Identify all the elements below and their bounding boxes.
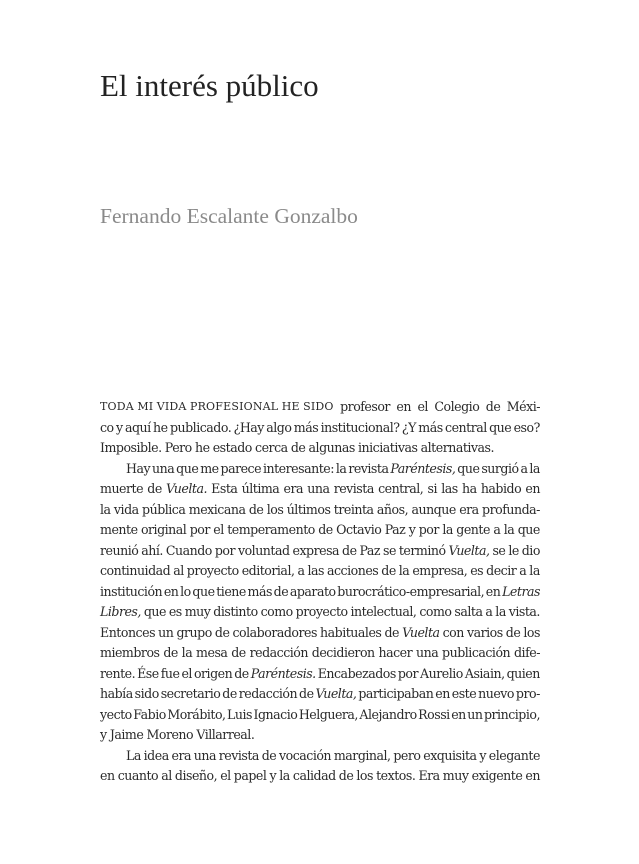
word: Paz: [359, 542, 381, 558]
word: intelectual,: [350, 604, 417, 619]
word: he: [153, 419, 168, 435]
word: voluntad: [237, 542, 290, 558]
word: aunque: [411, 501, 456, 517]
word: gente: [456, 522, 490, 537]
word: le: [508, 542, 519, 558]
word: Pero: [164, 440, 192, 455]
word: Rossi: [418, 706, 450, 722]
word: mesa: [196, 645, 228, 660]
word: papel: [233, 768, 267, 783]
word: por: [189, 522, 210, 537]
word: Moreno: [146, 727, 194, 742]
word: Cuando: [165, 542, 212, 558]
text-line: [100, 623, 540, 644]
word: Villarreal.: [196, 727, 255, 742]
word: más: [293, 419, 319, 435]
word: la: [503, 522, 515, 537]
word: en: [163, 583, 179, 599]
word: el: [417, 399, 428, 414]
word: era: [283, 481, 304, 496]
word: vocación: [279, 747, 332, 763]
word: exquisita: [423, 747, 477, 763]
word: los: [356, 768, 373, 783]
word: como: [419, 604, 452, 619]
word: aparato: [289, 583, 336, 599]
word: el: [213, 522, 224, 537]
word: una: [415, 645, 439, 660]
word: un: [158, 624, 174, 640]
text-line: [100, 418, 540, 439]
word: de: [147, 481, 162, 496]
word: distinto: [213, 604, 258, 619]
word: nuevo: [478, 686, 514, 701]
word: fue: [160, 665, 180, 681]
word: la: [442, 522, 453, 537]
author-name: Fernando Escalante Gonzalbo: [100, 204, 358, 228]
word: una: [152, 460, 175, 476]
word: La: [126, 747, 141, 763]
word: muy: [442, 768, 469, 783]
word: Colegio: [434, 399, 480, 414]
text-line: [100, 459, 540, 480]
word: era: [459, 501, 479, 517]
word: de: [261, 747, 277, 763]
word: en: [435, 686, 450, 701]
text-line: [100, 643, 540, 664]
word: expresa: [292, 542, 340, 558]
word: de: [214, 624, 230, 640]
text-line: [100, 766, 540, 787]
word: tiene: [216, 583, 246, 599]
word: en: [451, 706, 466, 722]
word: y: [100, 727, 107, 742]
word: acciones: [327, 563, 379, 578]
word: lo: [180, 583, 191, 599]
word: co: [100, 419, 114, 435]
word: proyecto: [295, 604, 348, 619]
word: publicación: [442, 645, 511, 660]
word: Esta: [211, 481, 238, 496]
word: pro-: [515, 686, 540, 701]
word: ahí.: [141, 542, 163, 558]
word: proyecto: [186, 563, 239, 578]
word: dife-: [514, 645, 540, 660]
word: interesante:: [262, 460, 334, 476]
word: quien: [506, 665, 540, 681]
word: algo: [266, 419, 292, 435]
word: la: [529, 460, 540, 476]
word: editorial,: [241, 563, 295, 578]
word: diseño,: [174, 768, 218, 783]
text-line: [100, 520, 540, 541]
word: en: [525, 481, 540, 496]
word: Ignacio: [253, 706, 298, 722]
word: Encabezados: [317, 665, 396, 681]
word: mexicana: [188, 501, 246, 517]
word: que: [143, 604, 166, 619]
word: a: [493, 522, 501, 537]
word: Asiain,: [464, 665, 505, 681]
word: marginal,: [333, 747, 391, 763]
word: un: [467, 706, 483, 722]
word: a: [297, 563, 305, 578]
word: las: [441, 481, 458, 496]
word: alternativas.: [420, 440, 495, 455]
word: profesor: [340, 399, 390, 414]
text-line: [100, 602, 540, 623]
word: institucional?: [320, 419, 400, 435]
word: miembros: [100, 645, 160, 660]
word: surgió: [481, 460, 519, 476]
word: y: [115, 419, 123, 435]
word: treinta: [333, 501, 374, 517]
word: últimos: [286, 501, 331, 517]
word: ha: [461, 481, 477, 496]
word: y: [408, 522, 416, 537]
word: Ése: [137, 665, 159, 681]
word: la: [495, 604, 506, 619]
text-line: [100, 479, 540, 500]
word: la: [100, 501, 111, 517]
word: de: [485, 399, 501, 414]
word: grupo: [176, 624, 212, 640]
text-line: [100, 500, 540, 521]
word: ¿Y: [401, 419, 416, 435]
word: este: [451, 686, 477, 701]
word: Entonces: [100, 624, 156, 640]
word: mente: [100, 522, 138, 537]
word: la: [398, 563, 410, 578]
body-text: [100, 397, 540, 787]
word: el: [220, 768, 231, 783]
word: que: [517, 522, 540, 537]
word: redacción: [249, 645, 308, 660]
word: cuanto: [117, 768, 159, 783]
word: yecto: [100, 706, 132, 722]
word: parece: [220, 460, 262, 476]
word: de: [163, 645, 178, 660]
word: Imposible.: [100, 440, 162, 455]
word: de: [248, 501, 264, 517]
word: en: [485, 583, 501, 599]
word: secretario: [160, 686, 221, 701]
word: aquí: [124, 419, 151, 435]
word: principio,: [483, 706, 540, 722]
word: Octavio: [336, 522, 382, 537]
word: Helguera,: [298, 706, 358, 722]
word: me: [200, 460, 219, 476]
word: Letras: [502, 583, 540, 599]
word: Hay: [126, 460, 151, 476]
word: algunas: [308, 440, 355, 455]
word: Fabio: [133, 706, 166, 722]
opening-small-caps: TODA MI VIDA PROFESIONAL HE SIDO: [100, 400, 334, 413]
word: textos.: [376, 768, 416, 783]
word: que: [176, 460, 199, 476]
word: como: [260, 604, 293, 619]
word: vida: [113, 501, 139, 517]
word: muerte: [100, 481, 144, 496]
word: elegante: [488, 747, 540, 763]
text-line: [100, 438, 540, 459]
word: y: [479, 747, 486, 763]
word: profunda-: [482, 501, 540, 517]
word: de: [381, 563, 396, 578]
word: que: [192, 583, 215, 599]
word: es: [470, 563, 484, 578]
word: era: [171, 747, 191, 763]
word: por: [214, 542, 236, 558]
text-line: [100, 397, 540, 418]
word: la: [335, 460, 347, 476]
word: es: [168, 604, 182, 619]
text-line: [100, 746, 540, 767]
word: iniciativas: [358, 440, 418, 455]
word: de: [338, 768, 354, 783]
chapter-title: El interés público: [100, 68, 319, 103]
text-line: [100, 705, 540, 726]
word: hacer: [378, 645, 413, 660]
word: última: [241, 481, 280, 496]
word: sido: [134, 686, 159, 701]
word: una: [193, 747, 216, 763]
word: rente.: [100, 665, 136, 681]
word: calidad: [292, 768, 336, 783]
word: Alejandro: [359, 706, 417, 722]
word: origen: [193, 665, 233, 681]
word: Jaime: [109, 727, 144, 742]
word: publicado.: [169, 419, 232, 435]
word: ¿Hay: [233, 419, 264, 435]
word: empresa,: [412, 563, 468, 578]
word: original: [140, 522, 187, 537]
word: de: [290, 440, 306, 455]
word: reunió: [100, 542, 139, 558]
word: participaban: [358, 686, 434, 701]
word: la: [279, 768, 290, 783]
word: Vuelta,: [448, 542, 490, 558]
word: de: [222, 686, 237, 701]
word: Méxi-: [506, 399, 540, 414]
word: al: [173, 563, 184, 578]
word: Era: [418, 768, 440, 783]
word: en: [100, 768, 115, 783]
word: más: [418, 419, 443, 435]
word: Vuelta: [402, 624, 440, 640]
word: se: [492, 542, 506, 558]
word: la: [181, 645, 193, 660]
word: revista: [333, 481, 374, 496]
word: revista: [218, 747, 259, 763]
word: vista.: [508, 604, 540, 619]
word: salta: [454, 604, 483, 619]
word: en: [396, 399, 411, 414]
word: Paréntesis,: [390, 460, 456, 476]
word: a: [485, 604, 493, 619]
word: los: [523, 624, 540, 640]
word: continuidad: [100, 563, 171, 578]
word: varios: [466, 624, 503, 640]
word: pública: [142, 501, 186, 517]
word: de: [342, 542, 357, 558]
word: Paréntesis.: [250, 665, 316, 681]
word: central: [445, 419, 487, 435]
word: por: [418, 522, 439, 537]
word: he: [194, 440, 210, 455]
text-line: [100, 582, 540, 603]
word: de: [384, 624, 399, 640]
word: decir: [486, 563, 517, 578]
word: estado: [212, 440, 252, 455]
word: eso?: [513, 419, 540, 435]
word: de: [231, 645, 246, 660]
text-line: [100, 684, 540, 705]
word: a: [520, 460, 528, 476]
word: Morábito,: [167, 706, 226, 722]
text-line: [100, 561, 540, 582]
word: decidieron: [311, 645, 375, 660]
word: de: [505, 624, 521, 640]
word: que: [457, 460, 480, 476]
word: Vuelta.: [166, 481, 207, 496]
word: al: [161, 768, 172, 783]
word: con: [442, 624, 464, 640]
word: si: [427, 481, 438, 496]
word: burocrático-empresarial,: [337, 583, 485, 599]
word: y: [269, 768, 277, 783]
word: colaboradores: [232, 624, 317, 640]
word: se: [383, 542, 396, 558]
word: redacción: [238, 686, 298, 701]
word: en: [525, 768, 540, 783]
word: el: [181, 665, 192, 681]
word: las: [307, 563, 324, 578]
word: cerca: [255, 440, 288, 455]
word: años,: [376, 501, 409, 517]
word: una: [307, 481, 330, 496]
text-line: [100, 664, 540, 685]
word: habituales: [320, 624, 382, 640]
word: los: [266, 501, 284, 517]
word: exigente: [471, 768, 523, 783]
word: muy: [184, 604, 211, 619]
word: más: [247, 583, 272, 599]
word: Aurelio: [420, 665, 463, 681]
word: revista: [348, 460, 389, 476]
word: de: [234, 665, 249, 681]
word: a: [519, 563, 527, 578]
word: institución: [100, 583, 163, 599]
word: de: [299, 686, 314, 701]
word: la: [529, 563, 540, 578]
word: que: [489, 419, 512, 435]
word: Luis: [227, 706, 253, 722]
word: habido: [480, 481, 522, 496]
word: de: [318, 522, 333, 537]
word: dio: [521, 542, 540, 558]
word: de: [273, 583, 289, 599]
text-line: [100, 541, 540, 562]
word: por: [397, 665, 419, 681]
word: idea: [143, 747, 169, 763]
word: Libres,: [100, 604, 141, 619]
word: Paz: [384, 522, 406, 537]
word: terminó: [398, 542, 446, 558]
word: temperamento: [227, 522, 315, 537]
word: pero: [393, 747, 421, 763]
word: central,: [378, 481, 424, 496]
word: Vuelta,: [315, 686, 357, 701]
word: había: [100, 686, 133, 701]
text-line: [100, 725, 540, 746]
